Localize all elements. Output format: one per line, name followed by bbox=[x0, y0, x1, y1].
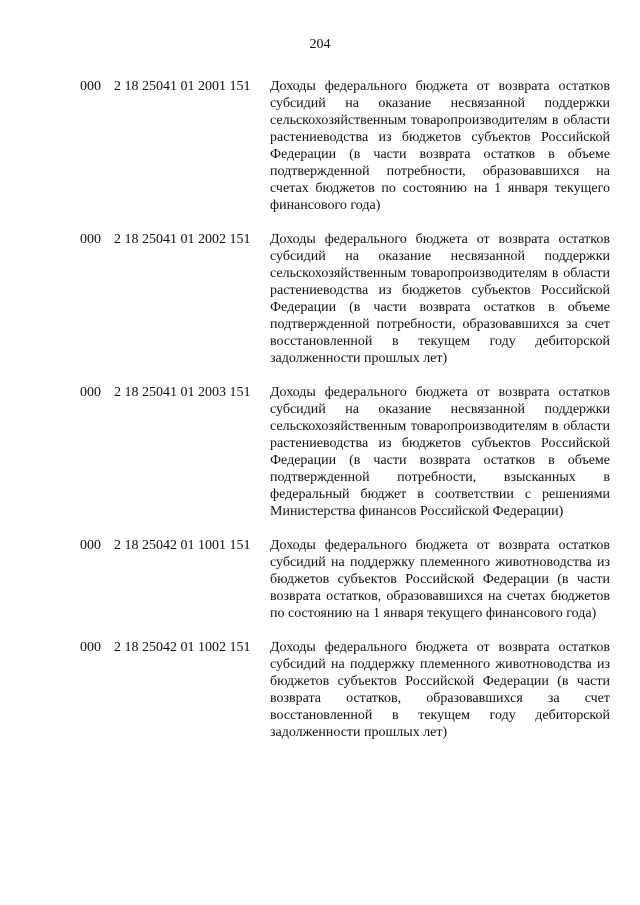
budget-classification-code: 2 18 25042 01 1002 151 bbox=[114, 640, 251, 655]
administrator-code: 000 bbox=[80, 385, 101, 400]
revenue-description: Доходы федерального бюджета от возврата остатков субсидий на поддержку племенного животноводства из бюджетов субъектов Российской Федерации (в части возврата остатков, образовавшихся на счетах бюджетов по состоянию на 1 января текущего финансового года) bbox=[270, 538, 610, 621]
revenue-description: Доходы федерального бюджета от возврата остатков субсидий на оказание несвязанной поддержки сельскохозяйственным товаропроизводителям в области растениеводства из бюджетов субъектов Российской Федерации (в части возврата остатков в объеме подтвержденной потребности, взысканных в федеральный бюджет в соответствии с решениями Министерства финансов Российской Федерации) bbox=[270, 385, 610, 519]
administrator-code: 000 bbox=[80, 640, 101, 655]
table-row bbox=[80, 537, 610, 622]
table-row bbox=[80, 639, 610, 741]
administrator-code: 000 bbox=[80, 232, 101, 247]
revenue-description: Доходы федерального бюджета от возврата остатков субсидий на оказание несвязанной поддержки сельскохозяйственным товаропроизводителям в области растениеводства из бюджетов субъектов Российской Федерации (в части возврата остатков в объеме подтвержденной потребности, образовавшихся на счетах бюджетов по состоянию на 1 января текущего финансового года) bbox=[270, 79, 610, 213]
revenue-description: Доходы федерального бюджета от возврата остатков субсидий на поддержку племенного животноводства из бюджетов субъектов Российской Федерации (в части возврата остатков, образовавшихся за счет восстановленной в текущем году дебиторской задолженности прошлых лет) bbox=[270, 640, 610, 740]
administrator-code: 000 bbox=[80, 538, 101, 553]
budget-classification-code: 2 18 25042 01 1001 151 bbox=[114, 538, 251, 553]
page-number: 204 bbox=[309, 37, 331, 52]
budget-classification-code: 2 18 25041 01 2002 151 bbox=[114, 232, 251, 247]
administrator-code: 000 bbox=[80, 79, 101, 94]
budget-classification-code: 2 18 25041 01 2001 151 bbox=[114, 79, 251, 94]
budget-classification-list bbox=[80, 78, 610, 758]
table-row bbox=[80, 78, 610, 214]
table-row bbox=[80, 231, 610, 367]
budget-classification-code: 2 18 25041 01 2003 151 bbox=[114, 385, 251, 400]
table-row bbox=[80, 384, 610, 520]
revenue-description: Доходы федерального бюджета от возврата остатков субсидий на оказание несвязанной поддержки сельскохозяйственным товаропроизводителям в области растениеводства из бюджетов субъектов Российской Федерации (в части возврата остатков в объеме подтвержденной потребности, образовавшихся за счет восстановленной в текущем году дебиторской задолженности прошлых лет) bbox=[270, 232, 610, 366]
